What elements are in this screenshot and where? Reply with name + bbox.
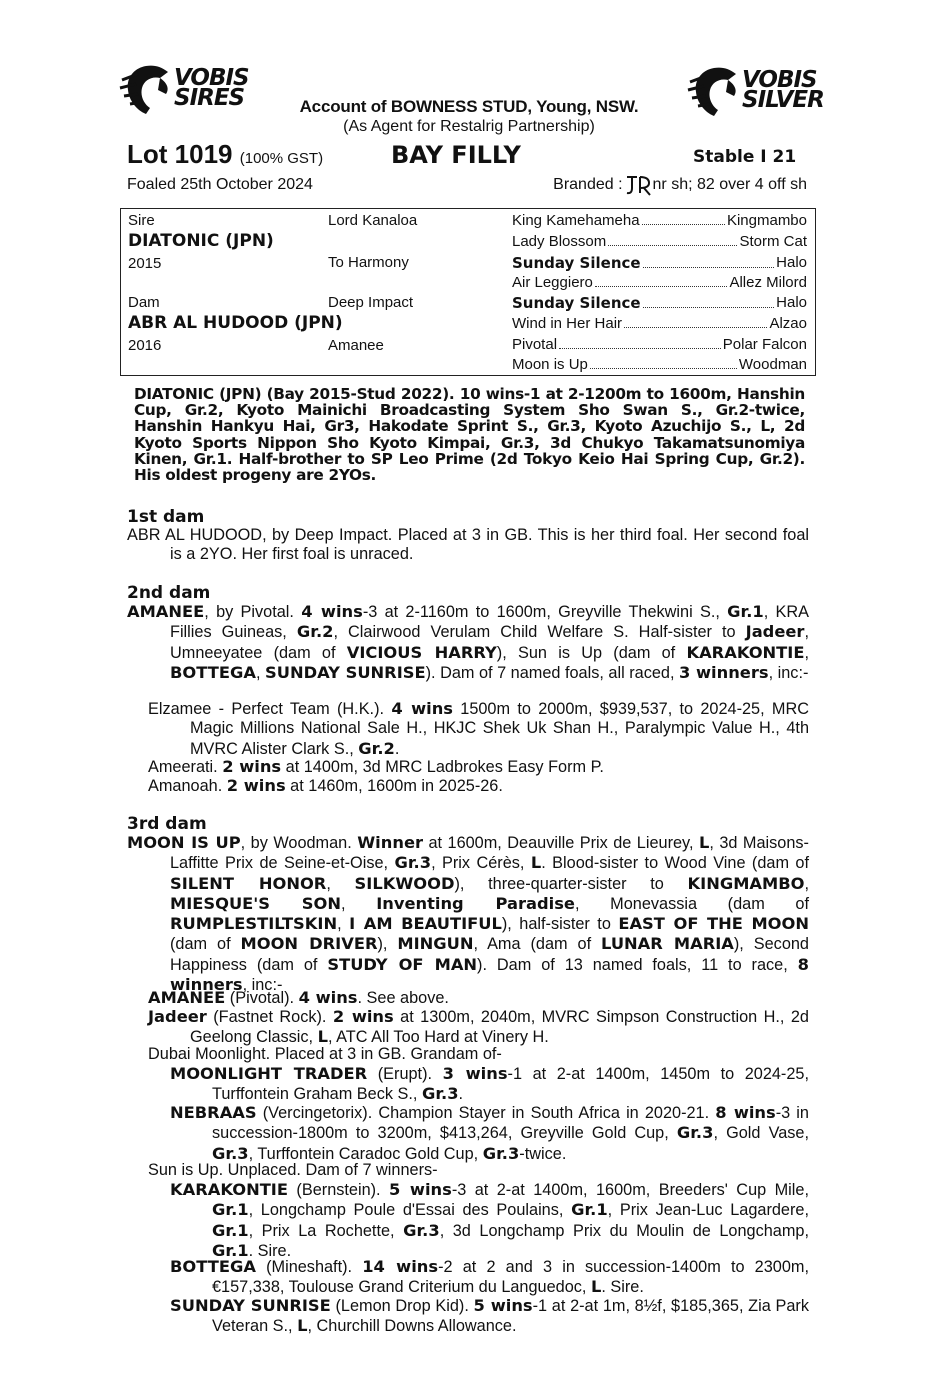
logo-line1: VOBIS (174, 65, 249, 91)
stable-number: Stable I 21 (693, 147, 797, 167)
grandparent-row (512, 212, 807, 229)
dam-name: ABR AL HUDOOD (JPN) (128, 313, 343, 333)
dam-dam: Amanee (328, 337, 384, 354)
first-dam-heading: 1st dam (127, 507, 205, 527)
sire-dam: To Harmony (328, 254, 409, 271)
progeny-entry: Jadeer (Fastnet Rock). 2 wins at 1300m, 2040m, MVRC Simpson Construction H., 2d Geelong Classic, L, ATC All Too Hard at Vinery H. (148, 1007, 809, 1047)
grandparent-row (512, 254, 807, 272)
foaled-date: Foaled 25th October 2024 (127, 176, 313, 193)
dam-label: Dam (128, 294, 160, 311)
brand-info (553, 174, 807, 196)
grandparent-sire: Storm Cat (739, 233, 807, 250)
brand-mark-icon (625, 174, 651, 196)
grandparent-sire: Polar Falcon (722, 336, 807, 353)
progeny-entry: Amanoah. 2 wins at 1460m, 1600m in 2025-26. (148, 776, 503, 795)
lot-label: Lot 1019 (127, 139, 233, 169)
third-dam-heading: 3rd dam (127, 814, 207, 834)
dam-sire: Deep Impact (328, 294, 414, 311)
grand-progeny-entry: BOTTEGA (Mineshaft). 14 wins-2 at 2 and 3 in succession-1400m to 2300m, €157,338, Toulouse Grand Criterium du Languedoc, L. Sire. (170, 1257, 809, 1297)
progeny-entry: Elzamee - Perfect Team (H.K.). 4 wins 1500m to 2000m, $939,537, to 2024-25, MRC Magic Millions National Sale H., HKJC Shek Uk Shan H., Paralympic Value H., 4th MVRC Alister Clark S., Gr.2. (148, 699, 809, 758)
grandparent-name: King Kamehameha (512, 212, 640, 229)
pedigree-table (120, 208, 816, 376)
grandparent-name: Wind in Her Hair (512, 315, 623, 332)
brand-description: nr sh; 82 over 4 off sh (652, 176, 807, 193)
grand-progeny-entry: KARAKONTIE (Bernstein). 5 wins-3 at 2-at 1400m, 1600m, Breeders' Cup Mile, Gr.1, Longchamp Poule d'Essai des Poulains, Gr.1, Prix Jean-Luc Lagardere, Gr.1, Prix La Rochette, Gr.3, 3d Longchamp Prix du Moulin de Longchamp, Gr.1. Sire. (170, 1180, 809, 1260)
grandparent-row (512, 233, 807, 250)
grandparent-name: Pivotal (512, 336, 558, 353)
grandparent-name: Sunday Silence (512, 254, 641, 272)
dam-year: 2016 (128, 337, 162, 354)
grandparent-name: Air Leggiero (512, 274, 593, 291)
gst-note: (100% GST) (239, 150, 324, 167)
grandparent-sire: Allez Milord (729, 274, 807, 291)
sire-year: 2015 (128, 255, 162, 272)
progeny-entry: Sun is Up. Unplaced. Dam of 7 winners- (148, 1161, 438, 1179)
sire-sire: Lord Kanaloa (328, 212, 418, 229)
progeny-entry: AMANEE (Pivotal). 4 wins. See above. (148, 988, 449, 1007)
logo-line2: SILVER (742, 87, 824, 113)
grandparent-sire: Halo (776, 294, 807, 311)
grandparent-name: Sunday Silence (512, 294, 641, 312)
branded-label: Branded : (553, 176, 623, 193)
second-dam-entry: AMANEE, by Pivotal. 4 wins-3 at 2-1160m to 1600m, Greyville Thekwini S., Gr.1, KRA Fillies Guineas, Gr.2, Clairwood Verulam Child Welfare S. Half-sister to Jadeer, Umneeyatee (dam of VICIOUS HARRY), Sun is Up (dam of KARAKONTIE, BOTTEGA, SUNDAY SUNRISE). Dam of 7 named foals, all raced, 3 winners, inc:- (127, 602, 809, 682)
vendor-account: Account of BOWNESS STUD, Young, NSW. (299, 97, 639, 116)
logo-line2: SIRES (174, 85, 245, 111)
grandparent-sire: Kingmambo (726, 212, 807, 229)
progeny-entry: Dubai Moonlight. Placed at 3 in GB. Grandam of- (148, 1045, 502, 1063)
lot-number (127, 139, 323, 170)
first-dam-text: ABR AL HUDOOD, by Deep Impact. Placed at 3 in GB. This is her third foal. Her second foal is a 2YO. Her first foal is unraced. (127, 526, 809, 564)
third-dam-entry: MOON IS UP, by Woodman. Winner at 1600m, Deauville Prix de Lieurey, L, 3d Maisons-Laffitte Prix de Seine-et-Oise, Gr.3, Prix Cérès, L. Blood-sister to Wood Vine (dam of SILENT HONOR, SILKWOOD), three-quarter-sister to KINGMAMBO, MIESQUE'S SON, Inventing Paradise, Monevassia (dam of RUMPLESTILTSKIN, I AM BEAUTIFUL), half-sister to EAST OF THE MOON (dam of MOON DRIVER), MINGUN, Ama (dam of LUNAR MARIA), Second Happiness (dam of STUDY OF MAN). Dam of 13 named foals, 11 to race, 8 winners, inc:- (127, 833, 810, 995)
grandparent-name: Moon is Up (512, 356, 588, 373)
logo-line1: VOBIS (742, 67, 817, 93)
sire-name: DIATONIC (JPN) (128, 231, 274, 251)
grandparent-row (512, 274, 807, 291)
horse-description: BAY FILLY (391, 141, 521, 169)
grandparent-row (512, 336, 807, 353)
sire-label: Sire (128, 212, 155, 229)
second-dam-heading: 2nd dam (127, 583, 211, 603)
grandparent-name: Lady Blossom (512, 233, 607, 250)
grandparent-sire: Halo (776, 254, 807, 271)
grand-progeny-entry: NEBRAAS (Vercingetorix). Champion Stayer in South Africa in 2020-21. 8 wins-3 in succession-1800m to 3200m, $413,264, Greyville Gold Cup, Gr.3, Gold Vase, Gr.3, Turffontein Caradoc Gold Cup, Gr.3-twice. (170, 1103, 809, 1163)
grandparent-row (512, 356, 807, 373)
progeny-entry: Ameerati. 2 wins at 1400m, 3d MRC Ladbrokes Easy Form P. (148, 757, 604, 776)
grandparent-sire: Woodman (738, 356, 807, 373)
sire-summary: DIATONIC (JPN) (Bay 2015-Stud 2022). 10 wins-1 at 2-1200m to 1600m, Hanshin Cup, Gr.2, Kyoto Mainichi Broadcasting System Sho Swan S., Gr.2-twice, Hanshin Hankyu Hai, Gr3, Hakodate Sprint S., Gr.3, Kyoto Azuchijo S., L, 2d Kyoto Sports Nippon Sho Kyoto Kimpai, Gr.3, 3d Chukyo Takamatsunomiya Kinen, Gr.1. Half-brother to SP Leo Prime (2d Tokyo Keio Hai Spring Cup, Gr.2). His oldest progeny are 2YOs. (134, 385, 805, 485)
vendor-agent: (As Agent for Restalrig Partnership) (343, 118, 595, 135)
grandparent-sire: Alzao (769, 315, 807, 332)
grandparent-row (512, 294, 807, 312)
grand-progeny-entry: MOONLIGHT TRADER (Erupt). 3 wins-1 at 2-at 1400m, 1450m to 2024-25, Turffontein Graham Beck S., Gr.3. (170, 1064, 809, 1104)
grand-progeny-entry: SUNDAY SUNRISE (Lemon Drop Kid). 5 wins-1 at 2-at 1m, 8½f, $185,365, Zia Park Veteran S., L, Churchill Downs Allowance. (170, 1296, 809, 1336)
grandparent-row (512, 315, 807, 332)
